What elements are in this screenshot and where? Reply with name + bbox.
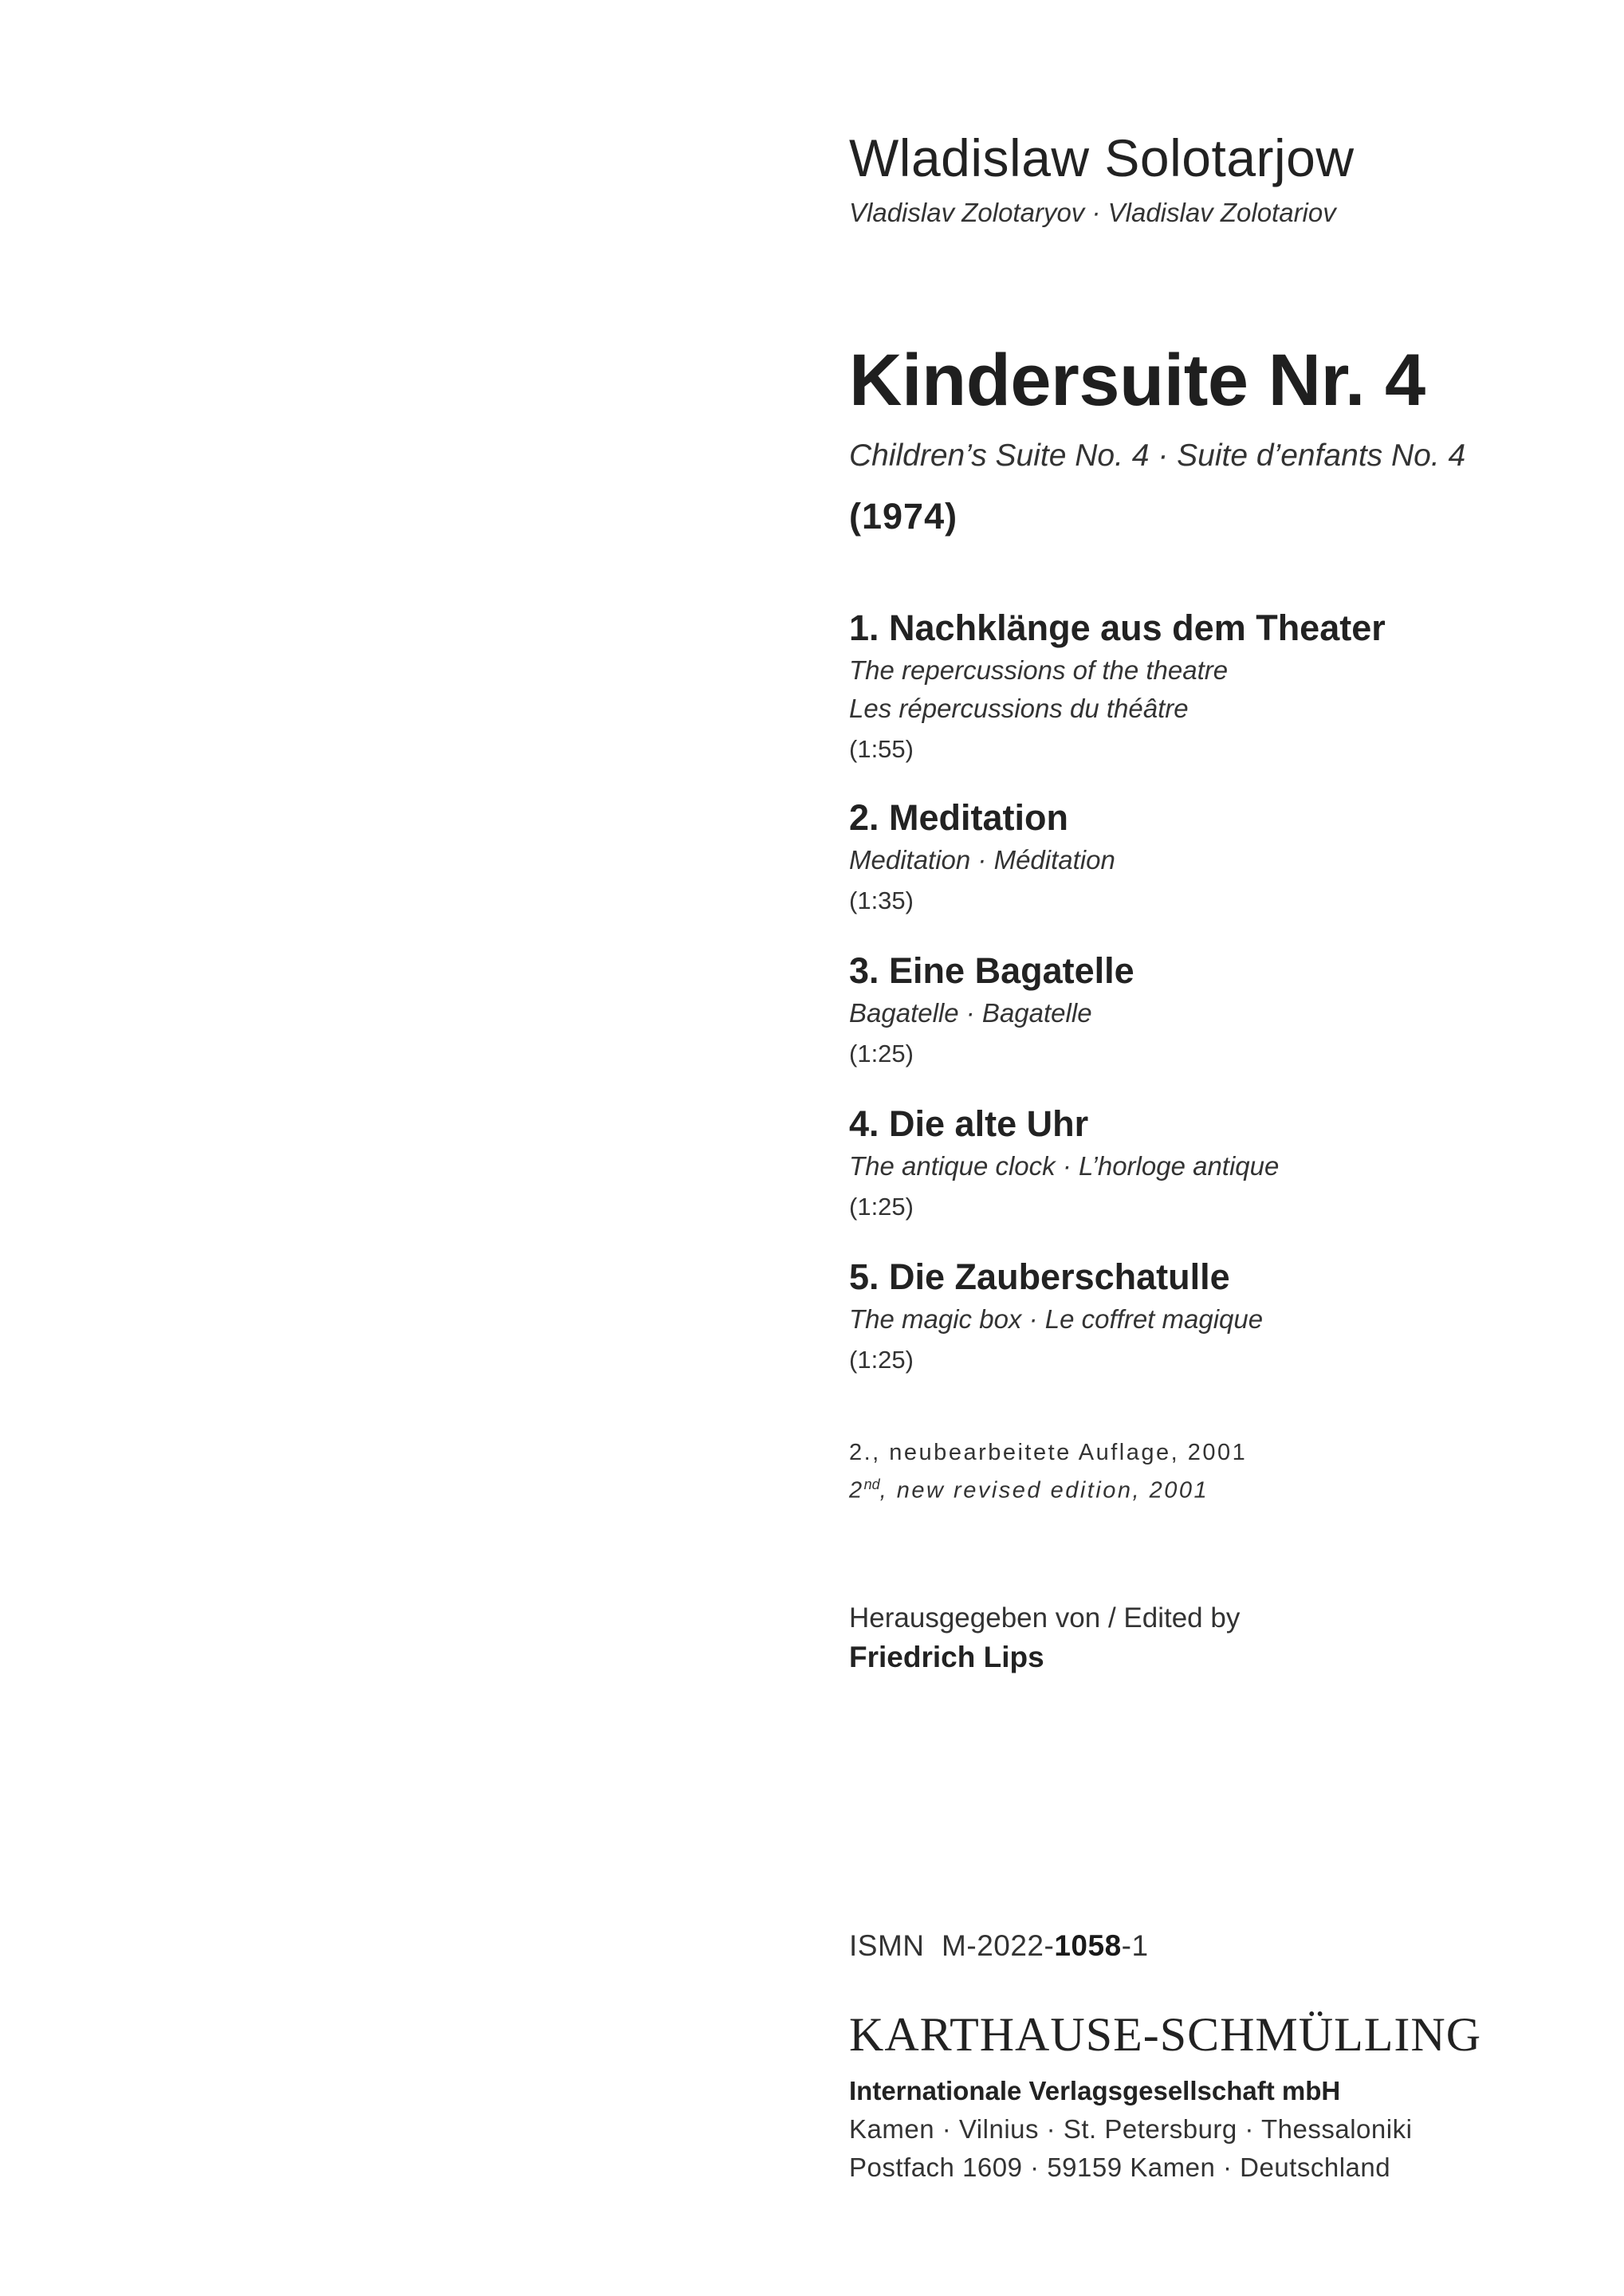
movement-4-title: 4. Die alte Uhr [849, 1103, 1089, 1144]
movement-1-subtitle-fr: Les répercussions du théâtre [849, 694, 1189, 723]
edition-english-number: 2 [849, 1477, 864, 1504]
movement-4-subtitle: The antique clock · L’horloge antique [849, 1151, 1280, 1181]
movement-4-duration: (1:25) [849, 1193, 914, 1221]
composer-alt-names: Vladislav Zolotaryov · Vladislav Zolotariov [849, 198, 1336, 227]
movement-3-title: 3. Eine Bagatelle [849, 950, 1134, 991]
work-title: Kindersuite Nr. 4 [849, 340, 1425, 421]
edition-english [849, 1476, 1209, 1504]
work-year: (1974) [849, 496, 958, 537]
composer-name: Wladislaw Solotarjow [849, 128, 1355, 187]
movement-1-duration: (1:55) [849, 735, 914, 763]
movement-1-title: 1. Nachklänge aus dem Theater [849, 607, 1386, 648]
ismn-suffix: -1 [1121, 1929, 1149, 1962]
movement-2-title: 2. Meditation [849, 797, 1069, 838]
ismn-bold: 1058 [1054, 1929, 1122, 1962]
edition-english-text: , new revised edition, 2001 [879, 1477, 1209, 1504]
editor-name: Friedrich Lips [849, 1641, 1044, 1673]
movement-3-duration: (1:25) [849, 1040, 914, 1067]
movement-5-duration: (1:25) [849, 1346, 914, 1374]
publisher-address: Postfach 1609 · 59159 Kamen · Deutschland [849, 2152, 1391, 2182]
ismn-prefix: ISMN M-2022- [849, 1929, 1055, 1962]
edition-english-ordinal: nd [863, 1476, 880, 1492]
publisher-name: KARTHAUSE-SCHMÜLLING [849, 2008, 1482, 2061]
movement-5-subtitle: The magic box · Le coffret magique [849, 1304, 1264, 1334]
movement-5-title: 5. Die Zauberschatulle [849, 1256, 1230, 1297]
edition-german: 2., neubearbeitete Auflage, 2001 [849, 1440, 1248, 1465]
editor-label: Herausgegeben von / Edited by [849, 1602, 1241, 1634]
ismn-number [849, 1929, 1149, 1963]
movement-3-subtitle: Bagatelle · Bagatelle [849, 998, 1092, 1028]
work-alt-titles: Children’s Suite No. 4 · Suite d’enfants No. 4 [849, 438, 1466, 473]
publisher-subtitle: Internationale Verlagsgesellschaft mbH [849, 2076, 1341, 2105]
publisher-cities: Kamen · Vilnius · St. Petersburg · Thessaloniki [849, 2114, 1413, 2144]
movement-1-subtitle-en: The repercussions of the theatre [849, 655, 1229, 685]
movement-2-duration: (1:35) [849, 887, 914, 914]
movement-2-subtitle: Meditation · Méditation [849, 845, 1115, 875]
